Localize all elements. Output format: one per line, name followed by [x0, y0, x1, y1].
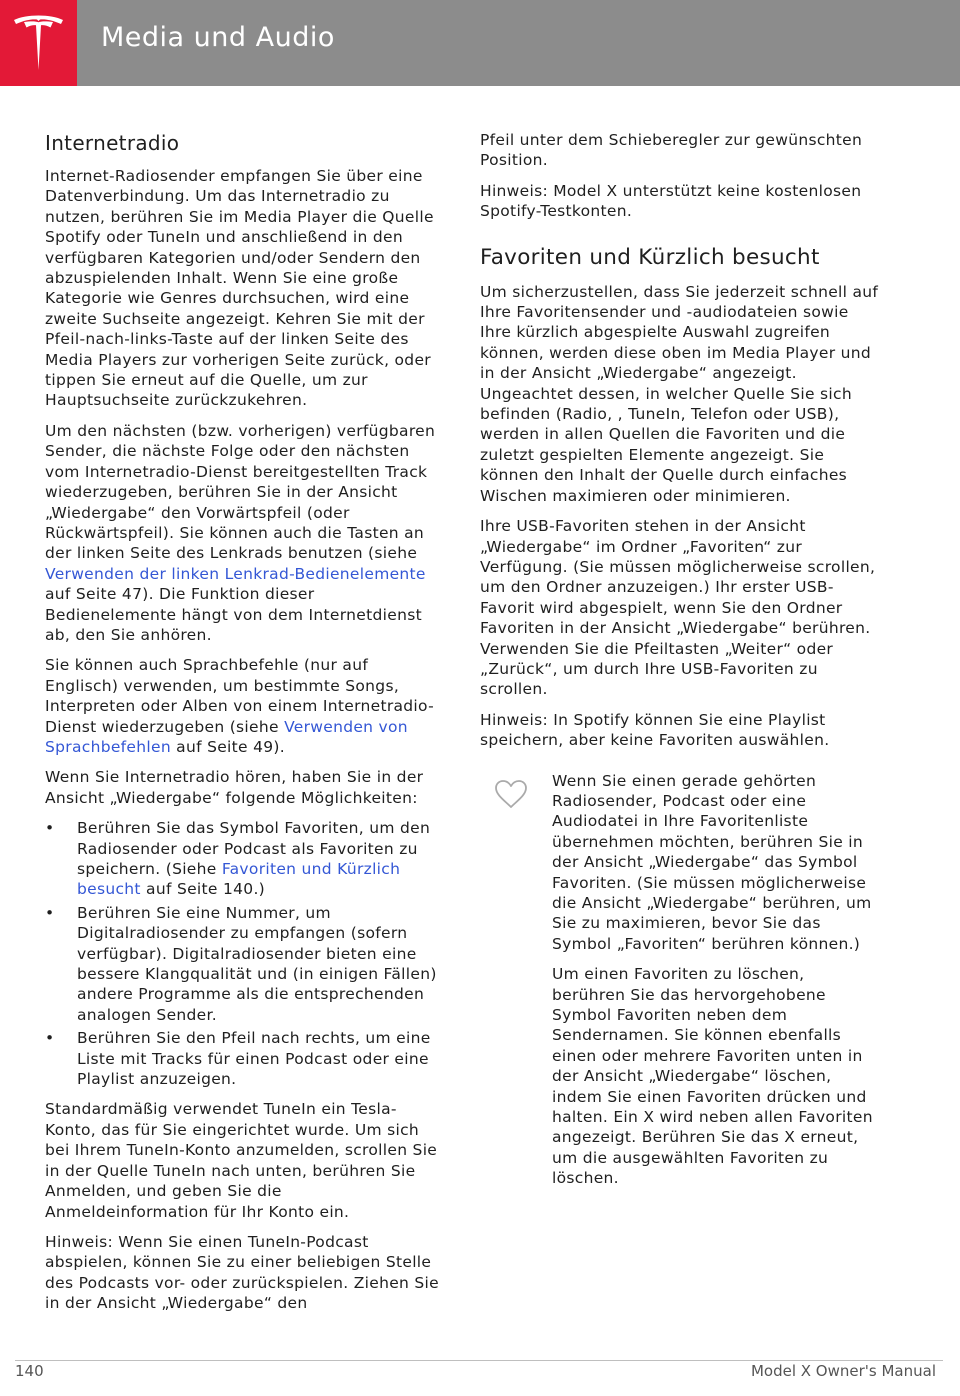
text: Um den nächsten (bzw. vorherigen) verfügbaren Sender, die nächste Folge oder den nächsten vom Internetradio-Dienst bereitgestellten Track wiederzugeben, berühren Sie in der Ansicht „Wiedergabe“ den Vorwärtspfeil (oder Rückwärtspfeil). Sie können auch die Tasten an der linken Seite des Lenkrads benutzen (siehe	[45, 421, 436, 563]
heart-icon	[494, 779, 528, 814]
text: auf Seite 47). Die Funktion dieser Bedienelemente hängt von dem Internetdienst ab, den Sie anhören.	[45, 585, 422, 644]
paragraph: Standardmäßig verwendet TuneIn ein Tesla-Konto, das für Sie eingerichtet wurde. Um sich bei Ihrem TuneIn-Konto anzumelden, scrollen Sie in der Quelle TuneIn nach unten, berühren Sie Anmelden, und geben Sie die Anmeldeinformation für Ihr Konto ein.	[45, 1100, 438, 1221]
page-header	[0, 0, 960, 86]
left-column	[45, 130, 445, 1324]
tip-box	[480, 771, 880, 1189]
link-favorites[interactable]: Favoriten und Kürzlich besucht	[77, 860, 401, 899]
bullet-list	[45, 818, 445, 1089]
tesla-logo	[0, 0, 77, 86]
paragraph	[45, 655, 445, 757]
footer-divider	[15, 1360, 943, 1361]
text: Sie können auch Sprachbefehle (nur auf Englisch) verwenden, um bestimmte Songs, Interpreten oder Alben von einem Internetradio-Dienst wiederzugeben (siehe	[45, 656, 435, 736]
paragraph: Ihre USB-Favoriten stehen in der Ansicht „Wiedergabe“ im Ordner „Favoriten“ zur Verfügung. (Sie müssen möglicherweise scrollen, um den Ordner anzuzeigen.) Ihr erster USB-Favorit wird abgespielt, wenn Sie den Ordner Favoriten in der Ansicht „Wiedergabe“ berühren. Verwenden Sie die Pfeiltasten „Weiter“ oder „Zurück“, um durch Ihre USB-Favoriten zu scrollen.	[480, 517, 876, 699]
tesla-logo-icon	[12, 14, 65, 72]
tip-paragraph: Um einen Favoriten zu löschen, berühren Sie das hervorgehobene Symbol Favoriten neben dem Sendernamen. Sie können ebenfalls einen oder mehrere Favoriten unten in der Ansicht „Wiedergabe“ löschen, indem Sie einen Favoriten drücken und halten. Ein X wird neben allen Favoriten angezeigt. Berühren Sie das X erneut, um die ausgewählten Favoriten zu löschen.	[552, 965, 873, 1188]
page-title: Media und Audio	[101, 22, 335, 53]
paragraph: Pfeil unter dem Schieberegler zur gewünschten Position.	[480, 131, 863, 170]
text: Berühren Sie das Symbol Favoriten, um den Radiosender oder Podcast als Favoriten zu speichern. (Siehe	[77, 819, 431, 878]
list-item: • Berühren Sie den Pfeil nach rechts, um eine Liste mit Tracks für einen Podcast oder eine Playlist anzuzeigen.	[45, 1028, 445, 1089]
list-item	[45, 818, 445, 900]
page-number: 140	[15, 1362, 44, 1380]
link-steering-controls[interactable]: Verwenden der linken Lenkrad-Bedienelemente	[45, 564, 426, 583]
manual-title: Model X Owner's Manual	[750, 1362, 936, 1380]
section-heading-internetradio: Internetradio	[45, 131, 180, 155]
note-paragraph: Hinweis: In Spotify können Sie eine Playlist speichern, aber keine Favoriten auswählen.	[480, 710, 830, 750]
note-paragraph: Hinweis: Wenn Sie einen TuneIn-Podcast abspielen, können Sie zu einer beliebigen Stelle des Podcasts vor- oder zurückspielen. Ziehen Sie in der Ansicht „Wiedergabe“ den	[45, 1232, 439, 1313]
note-paragraph: Hinweis: Model X unterstützt keine kostenlosen Spotify-Testkonten.	[480, 181, 862, 221]
right-column	[480, 130, 880, 1199]
paragraph: Internet-Radiosender empfangen Sie über eine Datenverbindung. Um das Internetradio zu nutzen, berühren Sie im Media Player die Quelle Spotify oder TuneIn und anschließend in den verfügbaren Kategorien und/oder Sendern den abzuspielenden Inhalt. Wenn Sie eine große Kategorie wie Genres durchsuchen, wird eine zweite Suchseite angezeigt. Kehren Sie mit der Pfeil-nach-links-Taste auf der linken Seite des Media Players zur vorherigen Seite zurück, oder tippen Sie erneut auf die Quelle, um zur Hauptsuchseite zurückzukehren.	[45, 167, 434, 410]
link-voice-commands[interactable]: Verwenden von Sprachbefehlen	[45, 717, 408, 756]
text: auf Seite 140.)	[140, 880, 266, 899]
section-heading-favorites: Favoriten und Kürzlich besucht	[480, 244, 820, 270]
text: auf Seite 49).	[170, 737, 286, 756]
paragraph: Um sicherzustellen, dass Sie jederzeit schnell auf Ihre Favoritensender und -audiodateien sowie Ihre kürzlich abgespielte Auswahl zugreifen können, werden diese oben im Media Player und in der Ansicht „Wiedergabe“ angezeigt. Ungeachtet dessen, in welcher Quelle Sie sich befinden (Radio, , TuneIn, Telefon oder USB), werden in allen Quellen die Favoriten und die zuletzt gespielten Elemente angezeigt. Sie können den Inhalt der Quelle durch einfaches Wischen maximieren oder minimieren.	[480, 282, 879, 505]
list-item: • Berühren Sie eine Nummer, um Digitalradiosender zu empfangen (sofern verfügbar). Digitalradiosender bieten eine bessere Klangqualität und (in einigen Fällen) andere Programme als die entsprechenden analogen Sender.	[45, 903, 445, 1025]
paragraph	[45, 421, 445, 645]
tip-paragraph: Wenn Sie einen gerade gehörten Radiosender, Podcast oder eine Audiodatei in Ihre Favoritenliste übernehmen möchten, berühren Sie in der Ansicht „Wiedergabe“ das Symbol Favoriten. (Sie müssen möglicherweise die Ansicht „Wiedergabe“ berühren, um Sie zu maximieren, bevor Sie das Symbol „Favoriten“ berühren können.)	[552, 771, 872, 953]
paragraph: Wenn Sie Internetradio hören, haben Sie in der Ansicht „Wiedergabe“ folgende Möglichkeiten:	[45, 768, 424, 807]
